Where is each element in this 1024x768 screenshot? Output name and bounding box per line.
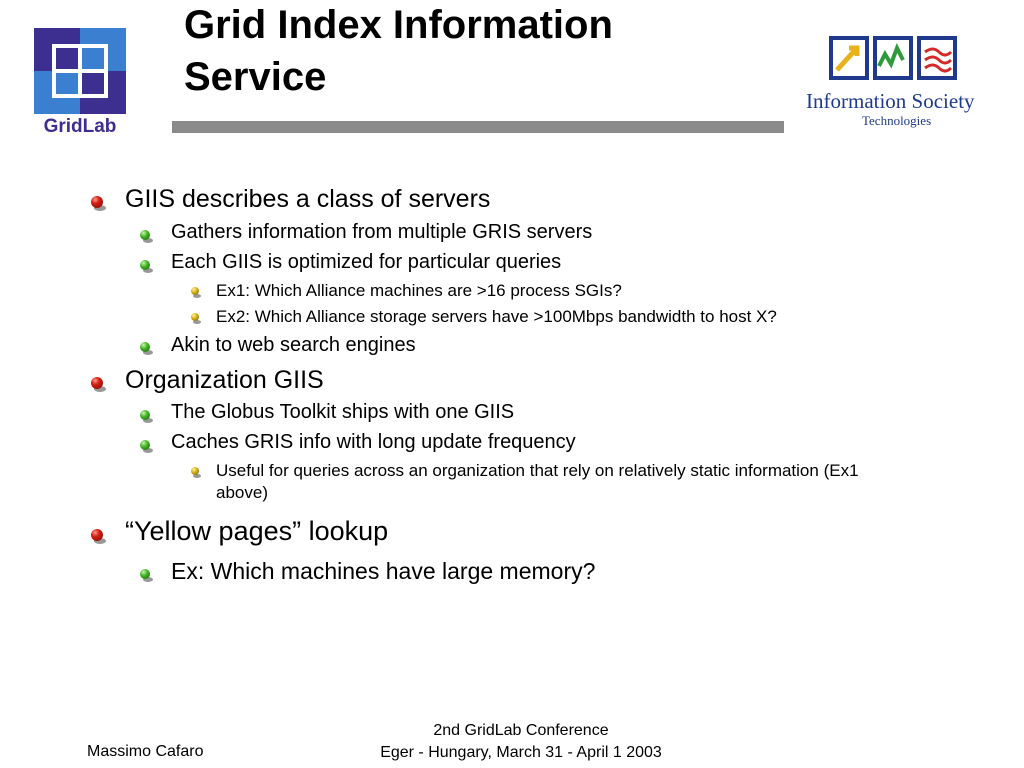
green-bullet-icon: [140, 569, 150, 579]
slide-title-line2: Service: [184, 55, 327, 99]
red-bullet-icon: [91, 529, 103, 541]
bullet-item-level1: GIIS describes a class of servers: [125, 185, 491, 213]
gridlab-logo-text: GridLab: [43, 116, 117, 137]
bullet-item-level3: Useful for queries across an organization that rely on relatively static information (Ex1: [216, 461, 859, 480]
bullet-item-level2: Caches GRIS info with long update frequency: [171, 431, 576, 453]
title-divider-bar: [172, 121, 784, 133]
gridlab-logo: [32, 26, 128, 138]
ist-logo-subtitle: Technologies: [862, 113, 932, 128]
green-bullet-icon: [140, 440, 150, 450]
slide-title-line1: Grid Index Information: [184, 3, 613, 47]
green-bullet-icon: [140, 260, 150, 270]
green-bullet-icon: [140, 410, 150, 420]
bullet-item-level2: Ex: Which machines have large memory?: [171, 558, 596, 584]
bullet-item-level2: The Globus Toolkit ships with one GIIS: [171, 401, 515, 423]
yellow-bullet-icon: [191, 467, 199, 475]
footer-conference-location-date: Eger - Hungary, March 31 - April 1 2003: [380, 744, 662, 761]
bullet-item-level3: Ex1: Which Alliance machines are >16 process SGIs?: [216, 281, 622, 300]
green-bullet-icon: [140, 342, 150, 352]
bullet-item-level2: Gathers information from multiple GRIS servers: [171, 221, 593, 243]
red-bullet-icon: [91, 196, 103, 208]
red-bullet-icon: [91, 377, 103, 389]
bullet-item-level3: Ex2: Which Alliance storage servers have >100Mbps bandwidth to host X?: [216, 307, 777, 326]
yellow-bullet-icon: [191, 313, 199, 321]
bullet-item-level1: Organization GIIS: [125, 366, 324, 394]
bullet-item-level3-continuation: above): [216, 483, 268, 502]
green-bullet-icon: [140, 230, 150, 240]
bullet-item-level2: Akin to web search engines: [171, 334, 416, 356]
yellow-bullet-icon: [191, 287, 199, 295]
bullet-item-level1: “Yellow pages” lookup: [125, 516, 389, 546]
ist-logo-title: Information Society: [806, 89, 975, 113]
bullet-item-level2: Each GIIS is optimized for particular queries: [171, 251, 562, 273]
footer-author: Massimo Cafaro: [87, 743, 204, 760]
footer-conference-name: 2nd GridLab Conference: [433, 722, 609, 739]
